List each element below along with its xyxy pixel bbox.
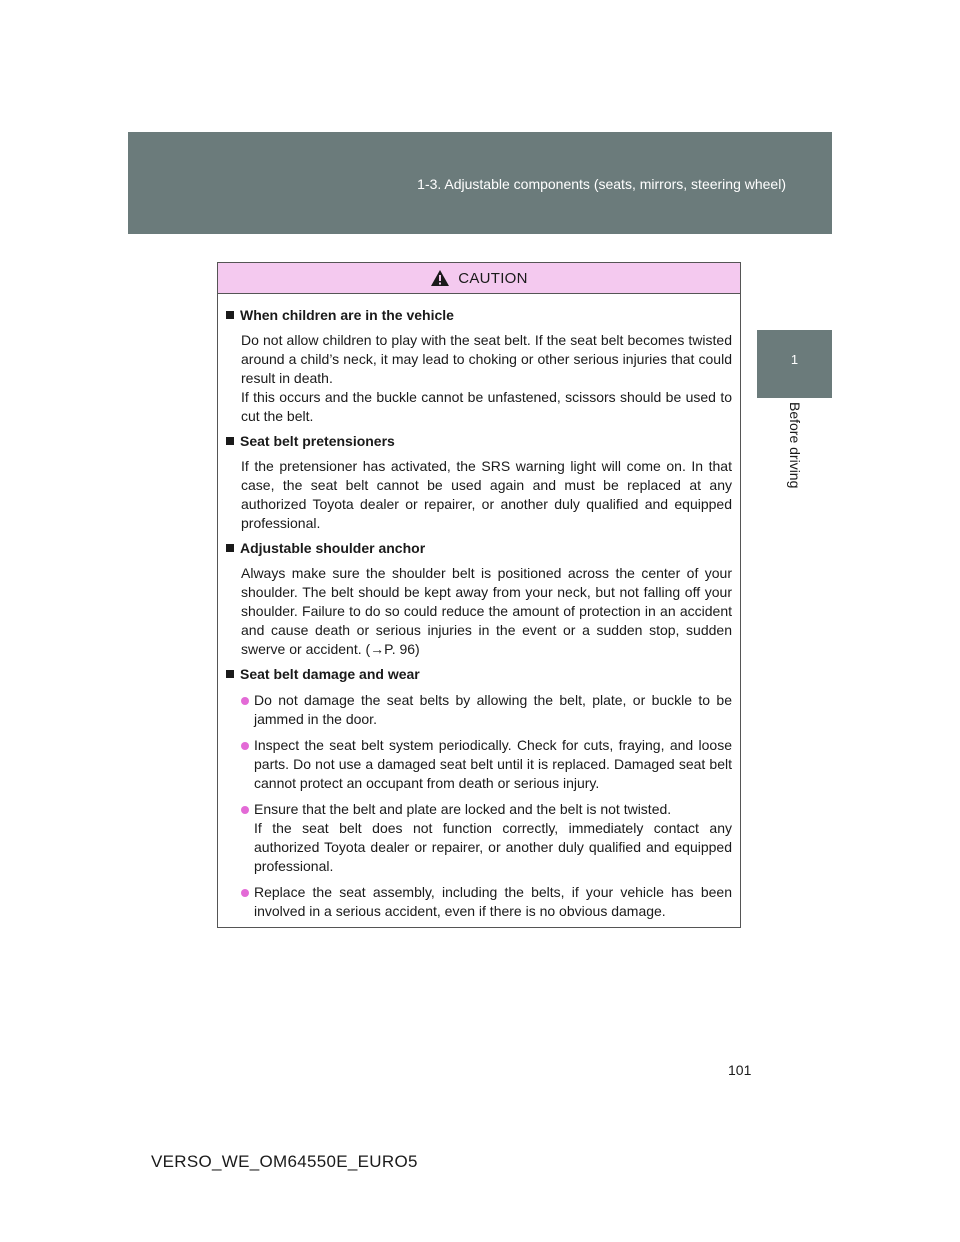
paragraph: If this occurs and the buckle cannot be unfastened, scissors should be used to cut the belt. bbox=[241, 389, 732, 424]
bullet-text: Replace the seat assembly, including the belts, if your vehicle has been involved in a serious accident, even if there is no obvious damage. bbox=[254, 884, 732, 919]
section-title-damage-wear: Seat belt damage and wear bbox=[240, 666, 420, 682]
circle-bullet-icon bbox=[241, 742, 249, 750]
warning-triangle-icon bbox=[430, 269, 450, 287]
page-number: 101 bbox=[728, 1062, 752, 1078]
caution-body bbox=[218, 294, 740, 921]
caution-box bbox=[217, 262, 741, 928]
paragraph: Always make sure the shoulder belt is positioned across the center of your shoulder. The belt should be kept away from your neck, but not falling off your shoulder. Failure to do so could reduce the amount of protection in an accident and cause death or serious injuries in the event or a sudden stop, sudden swerve or accident. (→P. 96) bbox=[241, 565, 732, 657]
document-code: VERSO_WE_OM64550E_EURO5 bbox=[151, 1152, 418, 1171]
list-item bbox=[241, 883, 732, 921]
square-bullet-icon bbox=[226, 544, 234, 552]
bullet-text: Ensure that the belt and plate are locked and the belt is not twisted. bbox=[254, 801, 672, 817]
list-item bbox=[241, 800, 732, 876]
list-item bbox=[241, 736, 732, 793]
section-children bbox=[226, 306, 732, 426]
circle-bullet-icon bbox=[241, 889, 249, 897]
bullet-text: If the seat belt does not function correctly, immediately contact any authorized Toyota dealer or repairer, or another duly qualified and equipped professional. bbox=[254, 820, 732, 874]
chapter-number: 1 bbox=[790, 352, 799, 367]
list-item bbox=[241, 691, 732, 729]
circle-bullet-icon bbox=[241, 697, 249, 705]
square-bullet-icon bbox=[226, 670, 234, 678]
section-shoulder-anchor bbox=[226, 539, 732, 659]
square-bullet-icon bbox=[226, 311, 234, 319]
header-band bbox=[128, 132, 832, 234]
square-bullet-icon bbox=[226, 437, 234, 445]
section-pretensioners bbox=[226, 432, 732, 533]
section-title-children: When children are in the vehicle bbox=[240, 307, 454, 323]
section-damage-wear bbox=[226, 665, 732, 921]
paragraph: Do not allow children to play with the seat belt. If the seat belt becomes twisted around a child’s neck, it may lead to choking or other serious injuries that could result in death. bbox=[241, 332, 732, 386]
chapter-tab bbox=[757, 330, 832, 398]
bullet-text: Inspect the seat belt system periodically. Check for cuts, fraying, and loose parts. Do not use a damaged seat belt until it is replaced. Damaged seat belt cannot protect an occupant from death or serious injury. bbox=[254, 737, 732, 791]
section-title: 1-3. Adjustable components (seats, mirrors, steering wheel) bbox=[417, 176, 786, 192]
caution-title: CAUTION bbox=[458, 269, 528, 287]
caution-header bbox=[218, 263, 740, 294]
section-title-shoulder-anchor: Adjustable shoulder anchor bbox=[240, 540, 426, 556]
bullet-text: Do not damage the seat belts by allowing the belt, plate, or buckle to be jammed in the door. bbox=[254, 692, 732, 727]
chapter-label-wrap bbox=[765, 402, 825, 512]
paragraph: If the pretensioner has activated, the SRS warning light will come on. In that case, the seat belt cannot be used again and must be replaced at any authorized Toyota dealer or repairer, or another duly qualified and equipped professional. bbox=[241, 458, 732, 531]
chapter-label: Before driving bbox=[787, 402, 803, 489]
section-title-pretensioners: Seat belt pretensioners bbox=[240, 433, 395, 449]
circle-bullet-icon bbox=[241, 806, 249, 814]
